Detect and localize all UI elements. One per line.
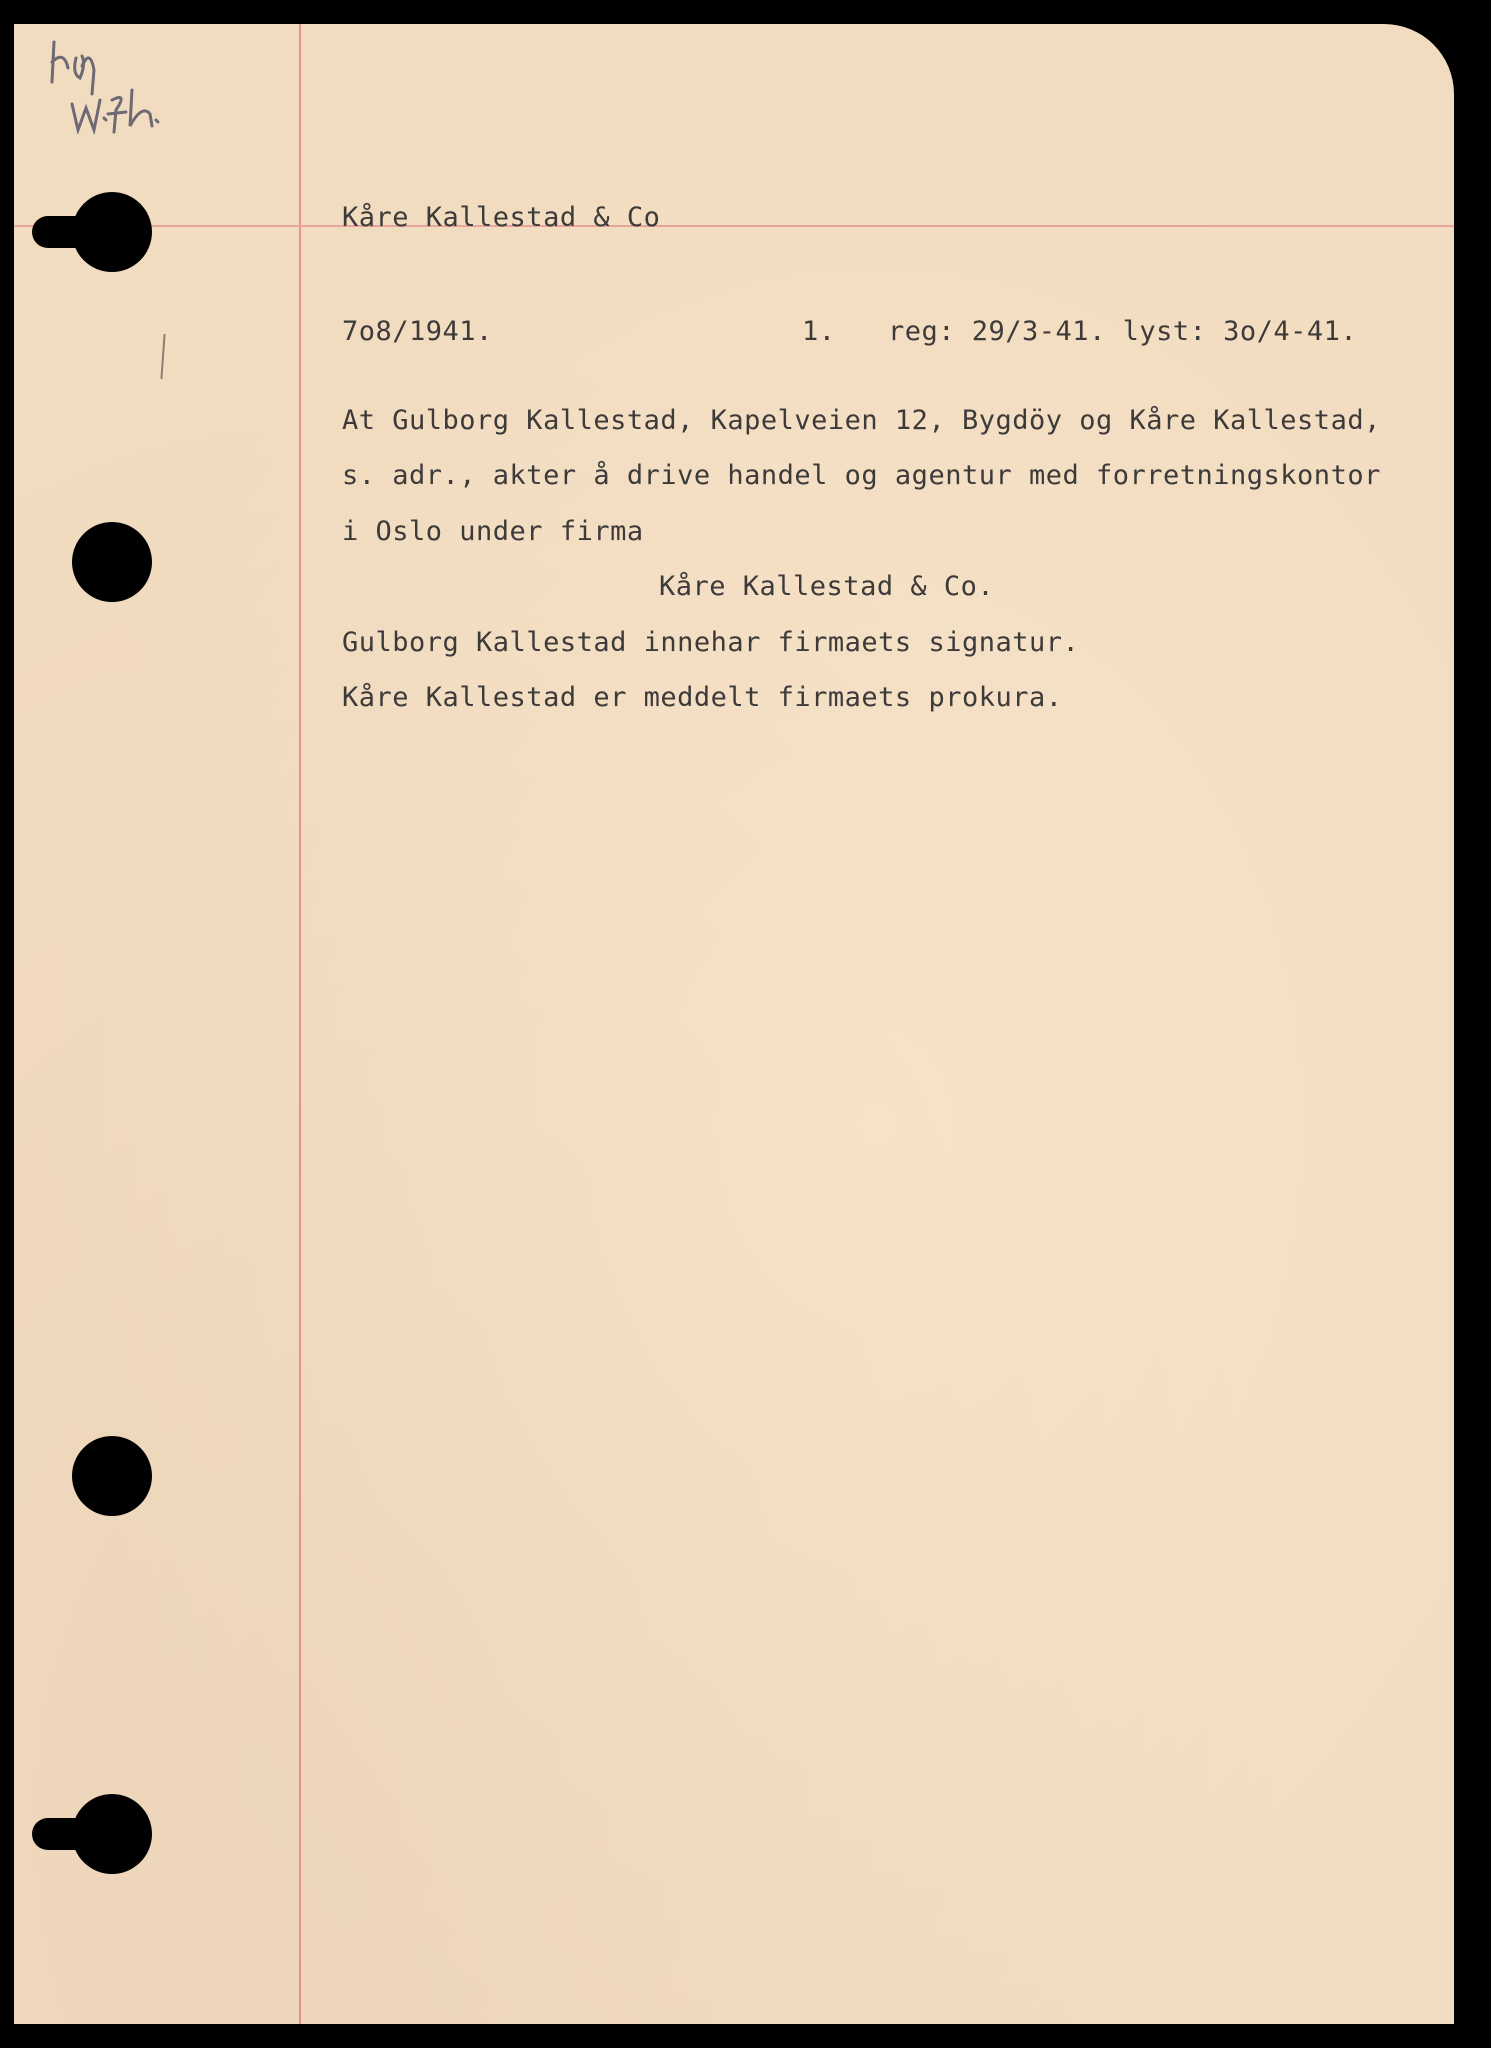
body-line-3: i Oslo under firma [342, 516, 644, 547]
handwritten-initials [42, 34, 162, 134]
pencil-mark [160, 334, 165, 379]
entry-number: 1. [802, 316, 836, 347]
header-rule [14, 225, 1454, 227]
document-page [14, 24, 1454, 2024]
signature-line: Gulborg Kallestad innehar firmaets signatur. [342, 627, 1080, 658]
case-number: 7o8/1941. [342, 316, 493, 347]
body-line-1: At Gulborg Kallestad, Kapelveien 12, Bygdöy og Kåre Kallestad, [342, 405, 1381, 436]
document-heading: Kåre Kallestad & Co [342, 202, 661, 233]
margin-rule [299, 24, 301, 2024]
punch-hole-top [72, 192, 152, 272]
body-line-2: s. adr., akter å drive handel og agentur med forretningskontor [342, 460, 1381, 491]
punch-hole-upper [72, 522, 152, 602]
procura-line: Kåre Kallestad er meddelt firmaets prokura. [342, 682, 1063, 713]
punch-hole-bottom [72, 1794, 152, 1874]
firm-name: Kåre Kallestad & Co. [659, 571, 995, 602]
punch-hole-lower [72, 1436, 152, 1516]
registration-dates: reg: 29/3-41. lyst: 3o/4-41. [888, 316, 1358, 347]
